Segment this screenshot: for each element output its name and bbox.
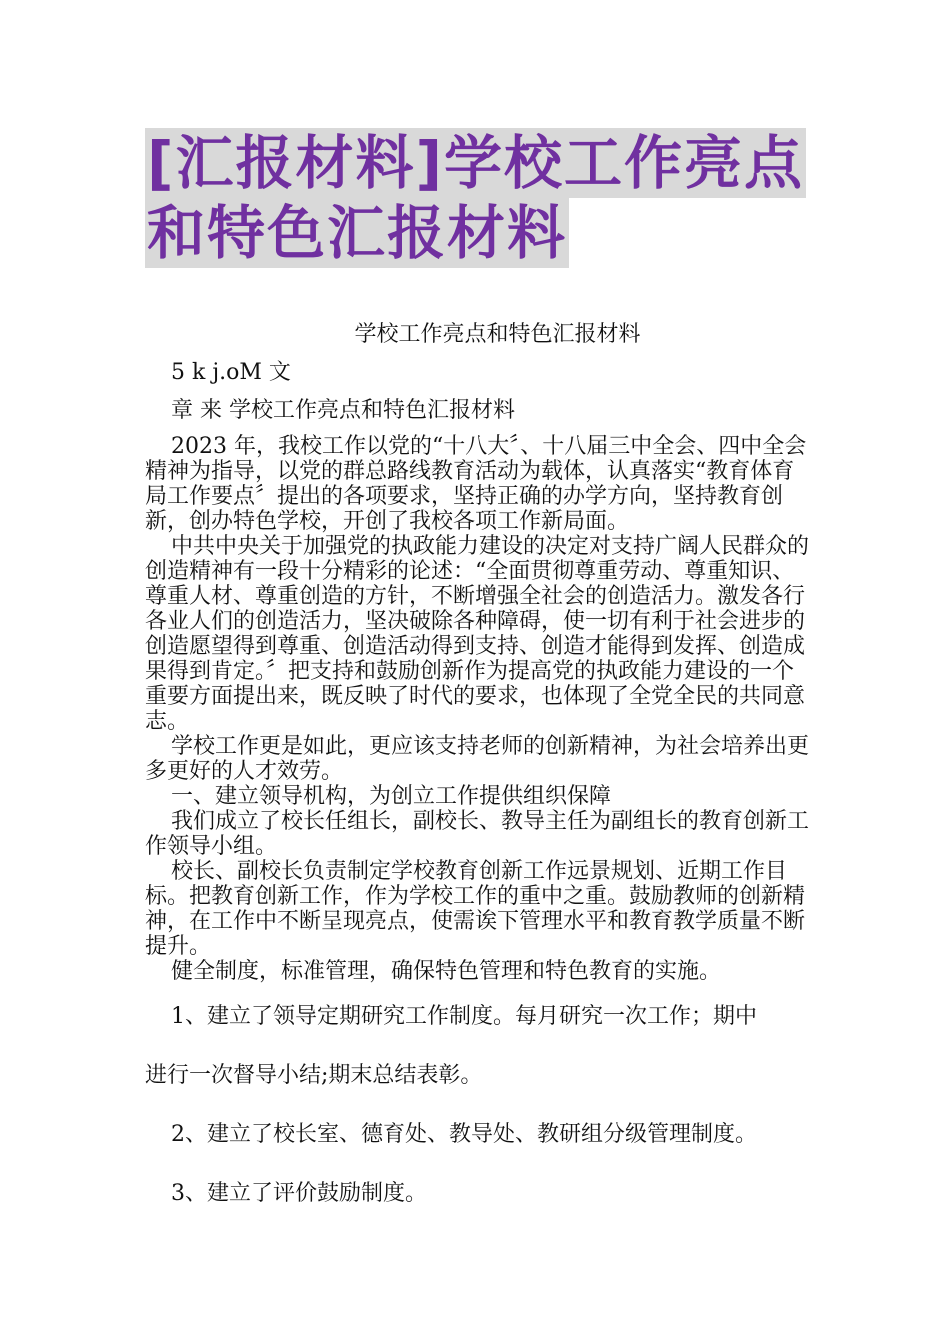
paragraph: 我们成立了校长任组长，副校长、教导主任为副组长的教育创新工作领导小组。 xyxy=(145,809,810,859)
title-line-2: 和特色汇报材料 xyxy=(147,199,568,267)
document-subtitle: 学校工作亮点和特色汇报材料 xyxy=(354,322,641,347)
list-item: 2、建立了校长室、德育处、教导处、教研组分级管理制度。 xyxy=(171,1122,757,1147)
document-title xyxy=(145,128,825,268)
paragraph: 2023 年，我校工作以党的“十八大〞、十八届三中全会、四中全会精神为指导，以党的群总路线教育活动为载体，认真落实“教育体育局工作要点〞提出的各项要求，坚持正确的办学方向，坚持教育创新，创办特色学校，开创了我校各项工作新局面。 xyxy=(145,434,807,534)
list-item: 1、建立了领导定期研究工作制度。每月研究一次工作；期中 xyxy=(171,1004,757,1029)
paragraph: 学校工作更是如此，更应该支持老师的创新精神，为社会培养出更多更好的人才效劳。 xyxy=(145,734,810,784)
document-body xyxy=(145,318,810,1206)
paragraph: 中共中央关于加强党的执政能力建设的决定对支持广阔人民群众的创造精神有一段十分精彩的论述：“全面贯彻尊重劳动、尊重知识、尊重人材、尊重创造的方针，不断增强全社会的创造活力。激发各行各业人们的创造活力，坚决破除各种障碍，使一切有利于社会进步的创造愿望得到尊重、创造活动得到支持、创造才能得到发挥、创造成果得到肯定。〞把支持和鼓励创新作为提高党的执政能力建设的一个重要方面提出来，既反映了时代的要求，也体现了全党全民的共同意志。 xyxy=(145,534,810,734)
chapter-line: 章 来 学校工作亮点和特色汇报材料 xyxy=(171,398,515,423)
list-item: 3、建立了评价鼓励制度。 xyxy=(171,1181,427,1206)
source-line: 5 k j.oM 文 xyxy=(171,360,291,385)
paragraph: 健全制度，标准管理，确保特色管理和特色教育的实施。 xyxy=(171,959,722,984)
paragraph: 校长、副校长负责制定学校教育创新工作远景规划、近期工作目标。把教育创新工作，作为学校工作的重中之重。鼓励教师的创新精神，在工作中不断呈现亮点，使需诶下管理水平和教育教学质量不断提升。 xyxy=(145,859,806,959)
list-item-continuation: 进行一次督导小结;期末总结表彰。 xyxy=(145,1063,483,1088)
section-heading: 一、建立领导机构，为创立工作提供组织保障 xyxy=(171,784,612,809)
title-line-1: [汇报材料]学校工作亮点 xyxy=(147,129,805,197)
